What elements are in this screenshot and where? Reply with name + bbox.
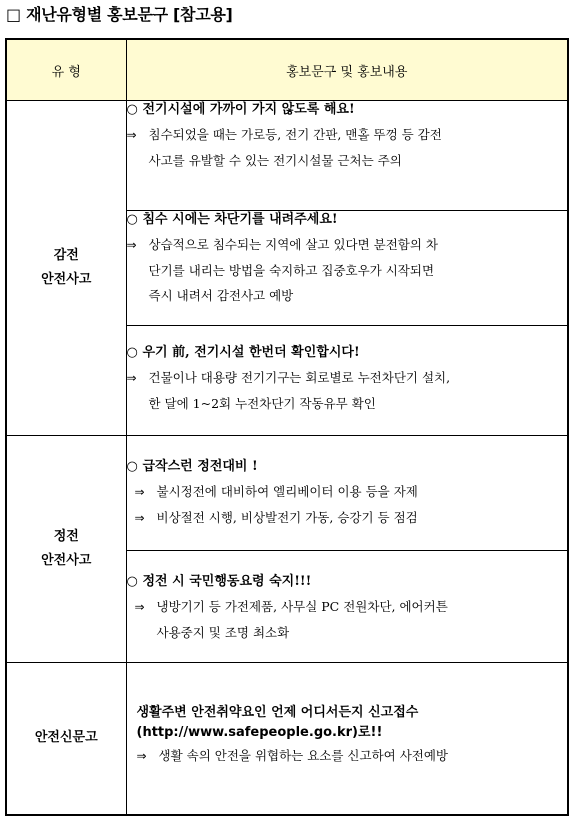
promo-item — [126, 436, 568, 551]
circle-bullet-icon: ○ — [126, 459, 138, 474]
promo-item-title: ○ 정전 시 국민행동요령 숙지!!! — [126, 574, 312, 589]
promo-item-title: ○ 급작스런 정전대비 ! — [126, 459, 258, 474]
circle-bullet-icon: ○ — [126, 574, 138, 589]
promo-item-title: ○ 침수 시에는 차단기를 내려주세요! — [126, 212, 338, 227]
type-cell-power-outage — [6, 436, 126, 663]
implies-arrow-icon: ⇒ — [126, 128, 137, 142]
implies-arrow-icon: ⇒ — [134, 600, 145, 614]
promo-item — [126, 551, 568, 663]
promo-item — [126, 101, 568, 211]
table-row — [6, 101, 568, 211]
promo-item-detail: ⇒ 침수되었을 때는 가로등, 전기 간판, 맨홀 뚜껑 등 감전 사고를 유발할 수 있는 전기시설물 근처는 주의 — [127, 122, 568, 173]
report-detail: ⇒ 생활 속의 안전을 위협하는 요소를 신고하여 사전예방 — [137, 745, 568, 767]
promo-item-title: ○ 전기시설에 가까이 가지 않도록 해요! — [126, 102, 355, 117]
promo-item — [126, 326, 568, 436]
promo-item-detail: ⇒ 상습적으로 침수되는 지역에 살고 있다면 분전함의 차 단기를 내리는 방법을 숙지하고 집중호우가 시작되면 즉시 내려서 감전사고 예방 — [127, 232, 568, 308]
promo-item-detail: ⇒ 불시정전에 대비하여 엘리베이터 이용 등을 자제 ⇒ 비상절전 시행, 비상발전기 가동, 승강기 등 점검 — [127, 479, 568, 531]
type-label-line: 안전사고 — [41, 272, 92, 287]
report-url: (http://www.safepeople.go.kr)로!! — [136, 725, 383, 740]
type-cell-safety-report: 안전신문고 — [6, 663, 126, 815]
type-column-header: 유 형 — [6, 39, 126, 101]
type-label-line: 안전사고 — [41, 553, 92, 568]
type-label-line: 감전 — [53, 248, 79, 263]
circle-bullet-icon: ○ — [126, 212, 138, 227]
promo-item-detail: ⇒ 냉방기기 등 가전제품, 사무실 PC 전원차단, 에어커튼 사용중지 및 조명 최소화 — [127, 594, 568, 645]
circle-bullet-icon: ○ — [126, 102, 138, 117]
report-text: 생활주변 안전취약요인 언제 어디서든지 신고접수 — [136, 705, 419, 720]
type-cell-electric-shock — [6, 101, 126, 436]
promo-table — [5, 38, 569, 816]
promo-item-detail: ⇒ 건물이나 대용량 전기기구는 회로별로 누전차단기 설치, 한 달에 1~2회 누전차단기 작동유무 확인 — [127, 365, 568, 416]
implies-arrow-icon: ⇒ — [126, 238, 137, 252]
implies-arrow-icon: ⇒ — [134, 511, 145, 525]
table-row — [6, 663, 568, 815]
table-header-row — [6, 39, 568, 101]
implies-arrow-icon: ⇒ — [134, 485, 145, 499]
content-column-header: 홍보문구 및 홍보내용 — [126, 39, 568, 101]
implies-arrow-icon: ⇒ — [126, 371, 137, 385]
table-row — [6, 436, 568, 551]
report-item — [126, 663, 568, 815]
implies-arrow-icon: ⇒ — [136, 749, 147, 763]
promo-item — [126, 211, 568, 326]
circle-bullet-icon: ○ — [126, 345, 138, 360]
promo-item-title: ○ 우기 前, 전기시설 한번더 확인합시다! — [126, 345, 360, 360]
type-label-line: 정전 — [53, 529, 79, 544]
document-title: □ 재난유형별 홍보문구 [참고용] — [6, 5, 233, 24]
